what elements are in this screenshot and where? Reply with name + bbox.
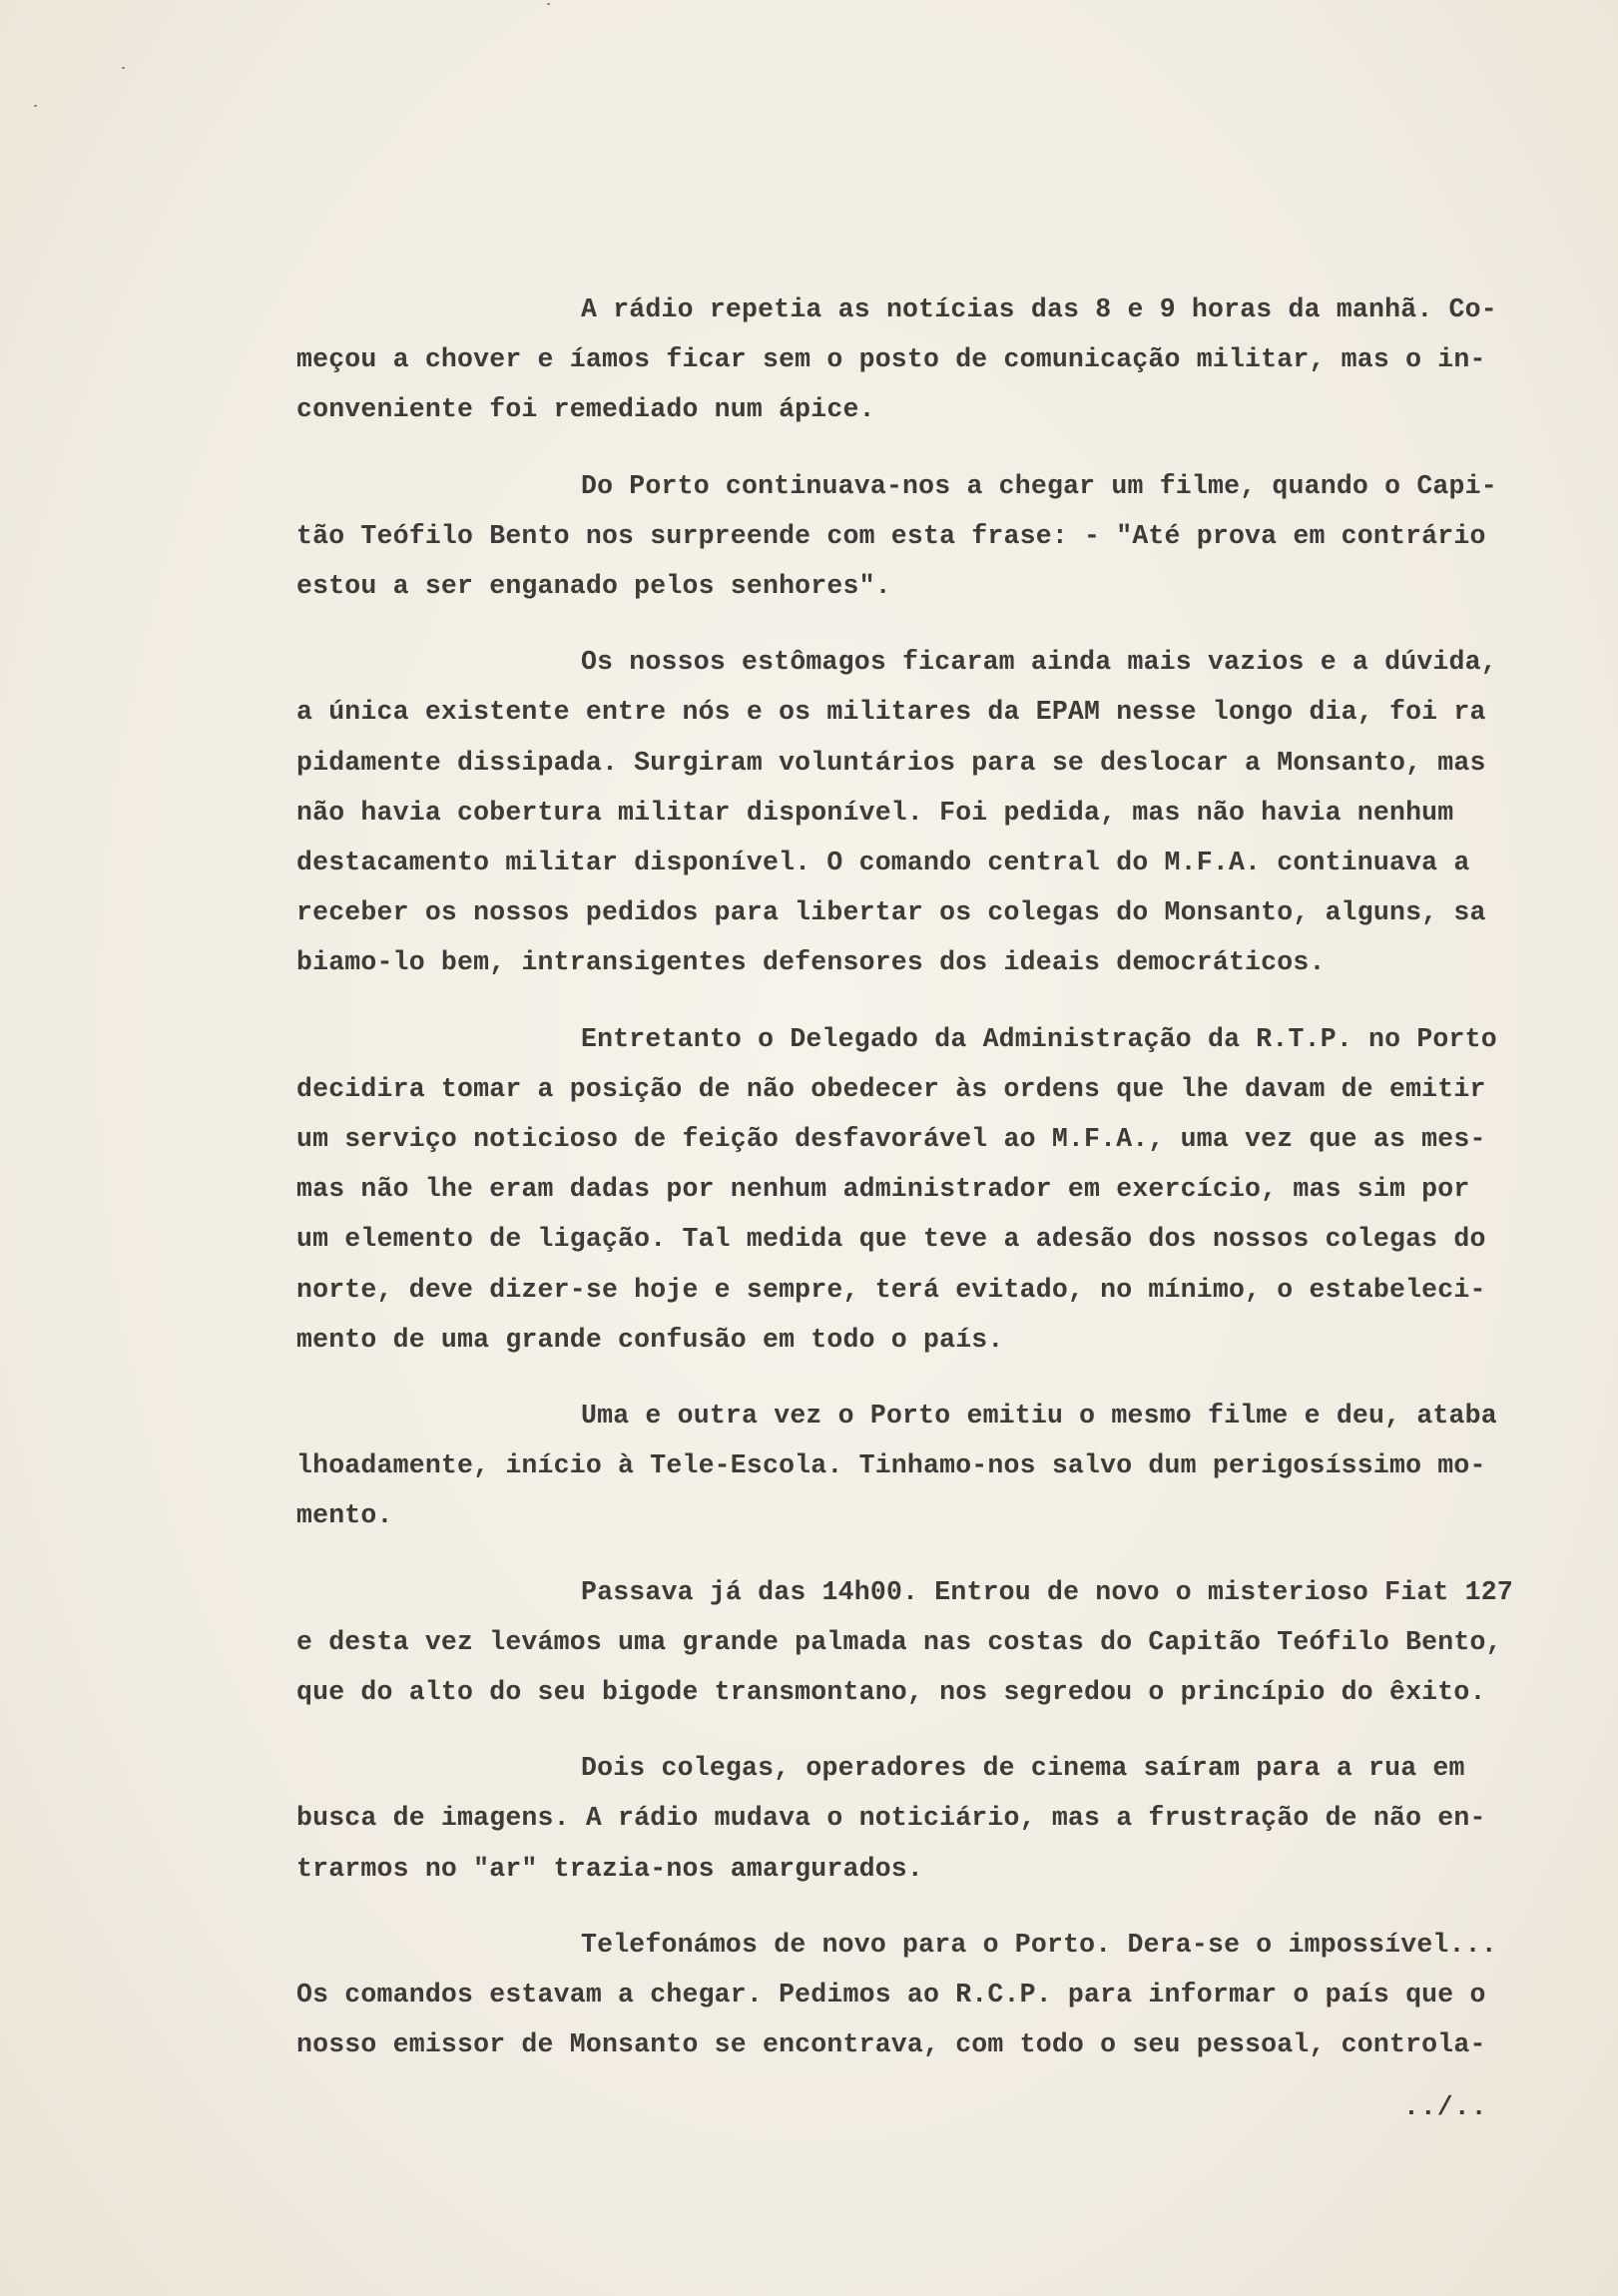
paragraph-5 [296,1391,1534,1541]
text-line: Uma e outra vez o Porto emitiu o mesmo filme e deu, ataba [581,1401,1497,1432]
text-line: Os comandos estavam a chegar. Pedimos ao R.C.P. para informar o país que o [296,1980,1486,2010]
paragraph-8 [296,1920,1534,2070]
text-line: biamo-lo bem, intransigentes defensores dos ideais democráticos. [296,947,1326,978]
paper-speck [547,3,550,5]
text-line: que do alto do seu bigode transmontano, nos segredou o princípio do êxito. [296,1677,1486,1708]
text-line: destacamento militar disponível. O comando central do M.F.A. continuava a [296,848,1470,878]
paragraph-1 [296,285,1534,435]
paragraph-2 [296,461,1534,612]
text-line: norte, deve dizer-se hoje e sempre, terá evitado, no mínimo, o estabeleci- [296,1274,1486,1305]
text-line: não havia cobertura militar disponível. Foi pedida, mas não havia nenhum [296,797,1454,828]
paper-speck [122,67,125,69]
text-line: Telefonámos de novo para o Porto. Dera-se o impossível... [581,1929,1497,1960]
text-line: pidamente dissipada. Surgiram voluntários para se deslocar a Monsanto, mas [296,747,1486,778]
text-line: decidira tomar a posição de não obedecer às ordens que lhe davam de emitir [296,1073,1486,1104]
text-line: estou a ser enganado pelos senhores". [296,571,891,602]
text-line: Entretanto o Delegado da Administração da R.T.P. no Porto [581,1023,1497,1054]
text-line: Dois colegas, operadores de cinema saíram para a rua em [581,1753,1465,1784]
text-line: lhoadamente, início à Tele-Escola. Tinhamo-nos salvo dum perigosíssimo mo- [296,1450,1486,1481]
paper-speck [34,105,37,107]
text-line: conveniente foi remediado num ápice. [296,394,875,425]
text-line: um serviço noticioso de feição desfavorável ao M.F.A., uma vez que as mes- [296,1124,1486,1155]
text-line: Os nossos estômagos ficaram ainda mais vazios e a dúvida, [581,647,1497,678]
text-line: tão Teófilo Bento nos surpreende com esta frase: - "Até prova em contrário [296,520,1486,551]
text-line: um elemento de ligação. Tal medida que teve a adesão dos nossos colegas do [296,1224,1486,1255]
text-line: mento. [296,1500,393,1531]
text-line: A rádio repetia as notícias das 8 e 9 horas da manhã. Co- [581,294,1497,324]
page-continuation-mark: ../.. [1403,2092,1488,2122]
text-line: mento de uma grande confusão em todo o país. [296,1324,1004,1355]
text-line: busca de imagens. A rádio mudava o noticiário, mas a frustração de não en- [296,1803,1486,1834]
text-line: a única existente entre nós e os militares da EPAM nesse longo dia, foi ra [296,697,1486,728]
text-line: e desta vez levámos uma grande palmada nas costas do Capitão Teófilo Bento, [296,1626,1502,1657]
text-line: nosso emissor de Monsanto se encontrava, com todo o seu pessoal, controla- [296,2029,1486,2060]
text-line: mas não lhe eram dadas por nenhum administrador em exercício, mas sim por [296,1174,1470,1205]
text-line: receber os nossos pedidos para libertar os colegas do Monsanto, alguns, sa [296,897,1486,928]
typewritten-text [296,285,1534,2096]
text-line: Passava já das 14h00. Entrou de novo o misterioso Fiat 127 [581,1576,1513,1607]
text-line: Do Porto continuava-nos a chegar um filme, quando o Capi- [581,470,1497,501]
paragraph-3 [296,637,1534,987]
paragraph-6 [296,1567,1534,1718]
text-line: meçou a chover e íamos ficar sem o posto de comunicação militar, mas o in- [296,344,1486,375]
text-line: trarmos no "ar" trazia-nos amargurados. [296,1853,924,1884]
paragraph-7 [296,1743,1534,1894]
paragraph-4 [296,1014,1534,1365]
